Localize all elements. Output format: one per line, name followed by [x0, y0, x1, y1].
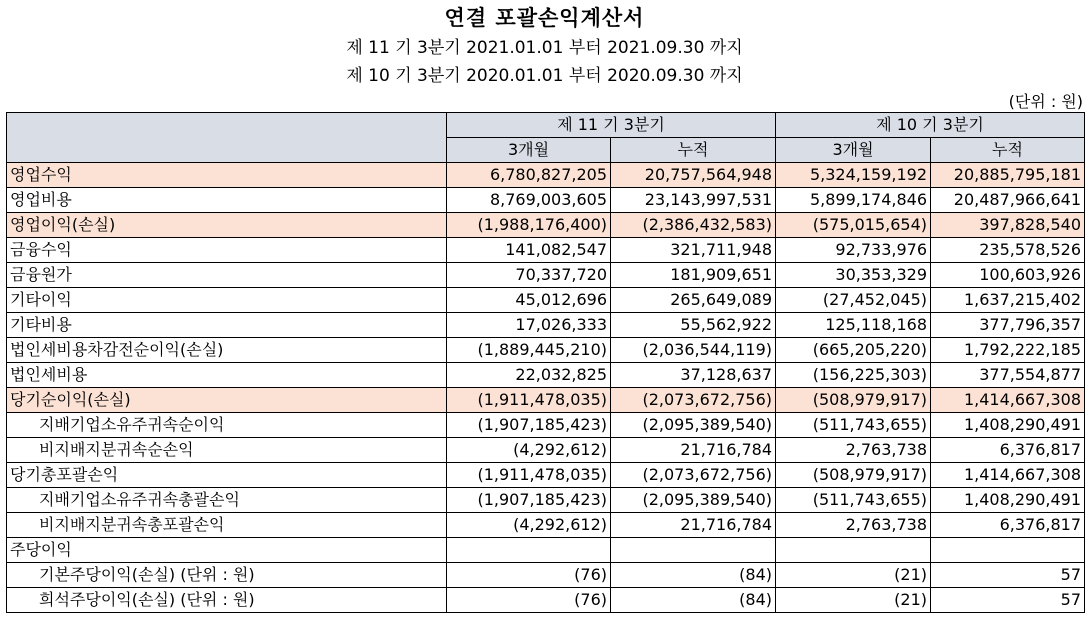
value-cell: 20,487,966,641	[931, 188, 1085, 213]
value-cell: 45,012,696	[447, 288, 611, 313]
value-cell: 397,828,540	[931, 213, 1085, 238]
value-cell: (76)	[447, 588, 611, 613]
value-cell: (511,743,655)	[776, 488, 931, 513]
header-current-cumulative: 누적	[611, 138, 776, 163]
value-cell: 100,603,926	[931, 263, 1085, 288]
value-cell: 1,408,290,491	[931, 413, 1085, 438]
value-cell: (76)	[447, 563, 611, 588]
header-current-3m: 3개월	[447, 138, 611, 163]
value-cell: (2,073,672,756)	[611, 463, 776, 488]
statement-title: 연결 포괄손익계산서	[444, 6, 645, 30]
table-row	[7, 163, 1085, 188]
value-cell	[776, 538, 931, 563]
value-cell: (1,911,478,035)	[447, 388, 611, 413]
header-account-cell	[7, 113, 447, 163]
value-cell: 1,408,290,491	[931, 488, 1085, 513]
row-label: 비지배지분귀속총포괄손익	[7, 513, 447, 538]
row-label: 영업수익	[7, 163, 447, 188]
value-cell: 377,796,357	[931, 313, 1085, 338]
unit-note: (단위 : 원)	[1008, 92, 1083, 111]
value-cell: (156,225,303)	[776, 363, 931, 388]
table-row	[7, 338, 1085, 363]
row-label: 금융수익	[7, 238, 447, 263]
table-row	[7, 363, 1085, 388]
value-cell	[447, 538, 611, 563]
value-cell: (21)	[776, 563, 931, 588]
value-cell: 141,082,547	[447, 238, 611, 263]
value-cell: 92,733,976	[776, 238, 931, 263]
value-cell: 57	[931, 588, 1085, 613]
row-label: 주당이익	[7, 538, 447, 563]
value-cell: 23,143,997,531	[611, 188, 776, 213]
value-cell: 37,128,637	[611, 363, 776, 388]
row-label: 법인세비용	[7, 363, 447, 388]
row-label: 지배기업소유주귀속총괄손익	[7, 488, 447, 513]
value-cell: (508,979,917)	[776, 463, 931, 488]
table-row	[7, 438, 1085, 463]
income-statement-table	[6, 112, 1085, 613]
header-prior-3m: 3개월	[776, 138, 931, 163]
value-cell: 1,637,215,402	[931, 288, 1085, 313]
value-cell: (2,386,432,583)	[611, 213, 776, 238]
value-cell: 20,757,564,948	[611, 163, 776, 188]
row-label: 기타이익	[7, 288, 447, 313]
value-cell: 6,780,827,205	[447, 163, 611, 188]
value-cell: 55,562,922	[611, 313, 776, 338]
value-cell: 17,026,333	[447, 313, 611, 338]
value-cell: 21,716,784	[611, 438, 776, 463]
table-row	[7, 213, 1085, 238]
value-cell: (1,988,176,400)	[447, 213, 611, 238]
value-cell: (665,205,220)	[776, 338, 931, 363]
value-cell: (2,073,672,756)	[611, 388, 776, 413]
row-label: 금융원가	[7, 263, 447, 288]
table-row	[7, 588, 1085, 613]
value-cell: (2,036,544,119)	[611, 338, 776, 363]
period-current: 제 11 기 3분기 2021.01.01 부터 2021.09.30 까지	[346, 38, 743, 58]
value-cell: (508,979,917)	[776, 388, 931, 413]
value-cell: (1,889,445,210)	[447, 338, 611, 363]
period-prior: 제 10 기 3분기 2020.01.01 부터 2020.09.30 까지	[346, 66, 743, 86]
value-cell: (575,015,654)	[776, 213, 931, 238]
table-row	[7, 188, 1085, 213]
value-cell: 5,324,159,192	[776, 163, 931, 188]
row-label: 비지배지분귀속순손익	[7, 438, 447, 463]
value-cell: 30,353,329	[776, 263, 931, 288]
value-cell: 321,711,948	[611, 238, 776, 263]
row-label: 지배기업소유주귀속순이익	[7, 413, 447, 438]
table-row	[7, 463, 1085, 488]
value-cell: 1,792,222,185	[931, 338, 1085, 363]
header-group-prior: 제 10 기 3분기	[776, 113, 1085, 138]
row-label: 기타비용	[7, 313, 447, 338]
value-cell: 8,769,003,605	[447, 188, 611, 213]
table-row	[7, 513, 1085, 538]
value-cell: 22,032,825	[447, 363, 611, 388]
table-row	[7, 488, 1085, 513]
value-cell: (21)	[776, 588, 931, 613]
value-cell: (2,095,389,540)	[611, 413, 776, 438]
row-label: 영업비용	[7, 188, 447, 213]
table-row	[7, 538, 1085, 563]
value-cell: (84)	[611, 563, 776, 588]
table-row	[7, 288, 1085, 313]
header-prior-cumulative: 누적	[931, 138, 1085, 163]
value-cell: (4,292,612)	[447, 438, 611, 463]
value-cell: (1,911,478,035)	[447, 463, 611, 488]
value-cell: (27,452,045)	[776, 288, 931, 313]
value-cell	[931, 538, 1085, 563]
value-cell: 181,909,651	[611, 263, 776, 288]
value-cell: (1,907,185,423)	[447, 413, 611, 438]
row-label: 법인세비용차감전순이익(손실)	[7, 338, 447, 363]
table-row	[7, 563, 1085, 588]
value-cell: (511,743,655)	[776, 413, 931, 438]
value-cell: (2,095,389,540)	[611, 488, 776, 513]
value-cell: (84)	[611, 588, 776, 613]
value-cell: 6,376,817	[931, 438, 1085, 463]
value-cell: (4,292,612)	[447, 513, 611, 538]
value-cell: 1,414,667,308	[931, 463, 1085, 488]
table-row	[7, 263, 1085, 288]
value-cell: 2,763,738	[776, 438, 931, 463]
table-row	[7, 413, 1085, 438]
value-cell: 125,118,168	[776, 313, 931, 338]
value-cell: 265,649,089	[611, 288, 776, 313]
row-label: 기본주당이익(손실) (단위 : 원)	[7, 563, 447, 588]
value-cell: 235,578,526	[931, 238, 1085, 263]
row-label: 희석주당이익(손실) (단위 : 원)	[7, 588, 447, 613]
table-row	[7, 313, 1085, 338]
row-label: 당기총포괄손익	[7, 463, 447, 488]
value-cell: 57	[931, 563, 1085, 588]
value-cell: 5,899,174,846	[776, 188, 931, 213]
value-cell: 20,885,795,181	[931, 163, 1085, 188]
value-cell: 6,376,817	[931, 513, 1085, 538]
row-label: 영업이익(손실)	[7, 213, 447, 238]
table-row	[7, 388, 1085, 413]
value-cell: 21,716,784	[611, 513, 776, 538]
value-cell: 377,554,877	[931, 363, 1085, 388]
value-cell: 70,337,720	[447, 263, 611, 288]
value-cell: 2,763,738	[776, 513, 931, 538]
row-label: 당기순이익(손실)	[7, 388, 447, 413]
header-group-current: 제 11 기 3분기	[447, 113, 776, 138]
value-cell: (1,907,185,423)	[447, 488, 611, 513]
table-row	[7, 238, 1085, 263]
value-cell: 1,414,667,308	[931, 388, 1085, 413]
value-cell	[611, 538, 776, 563]
